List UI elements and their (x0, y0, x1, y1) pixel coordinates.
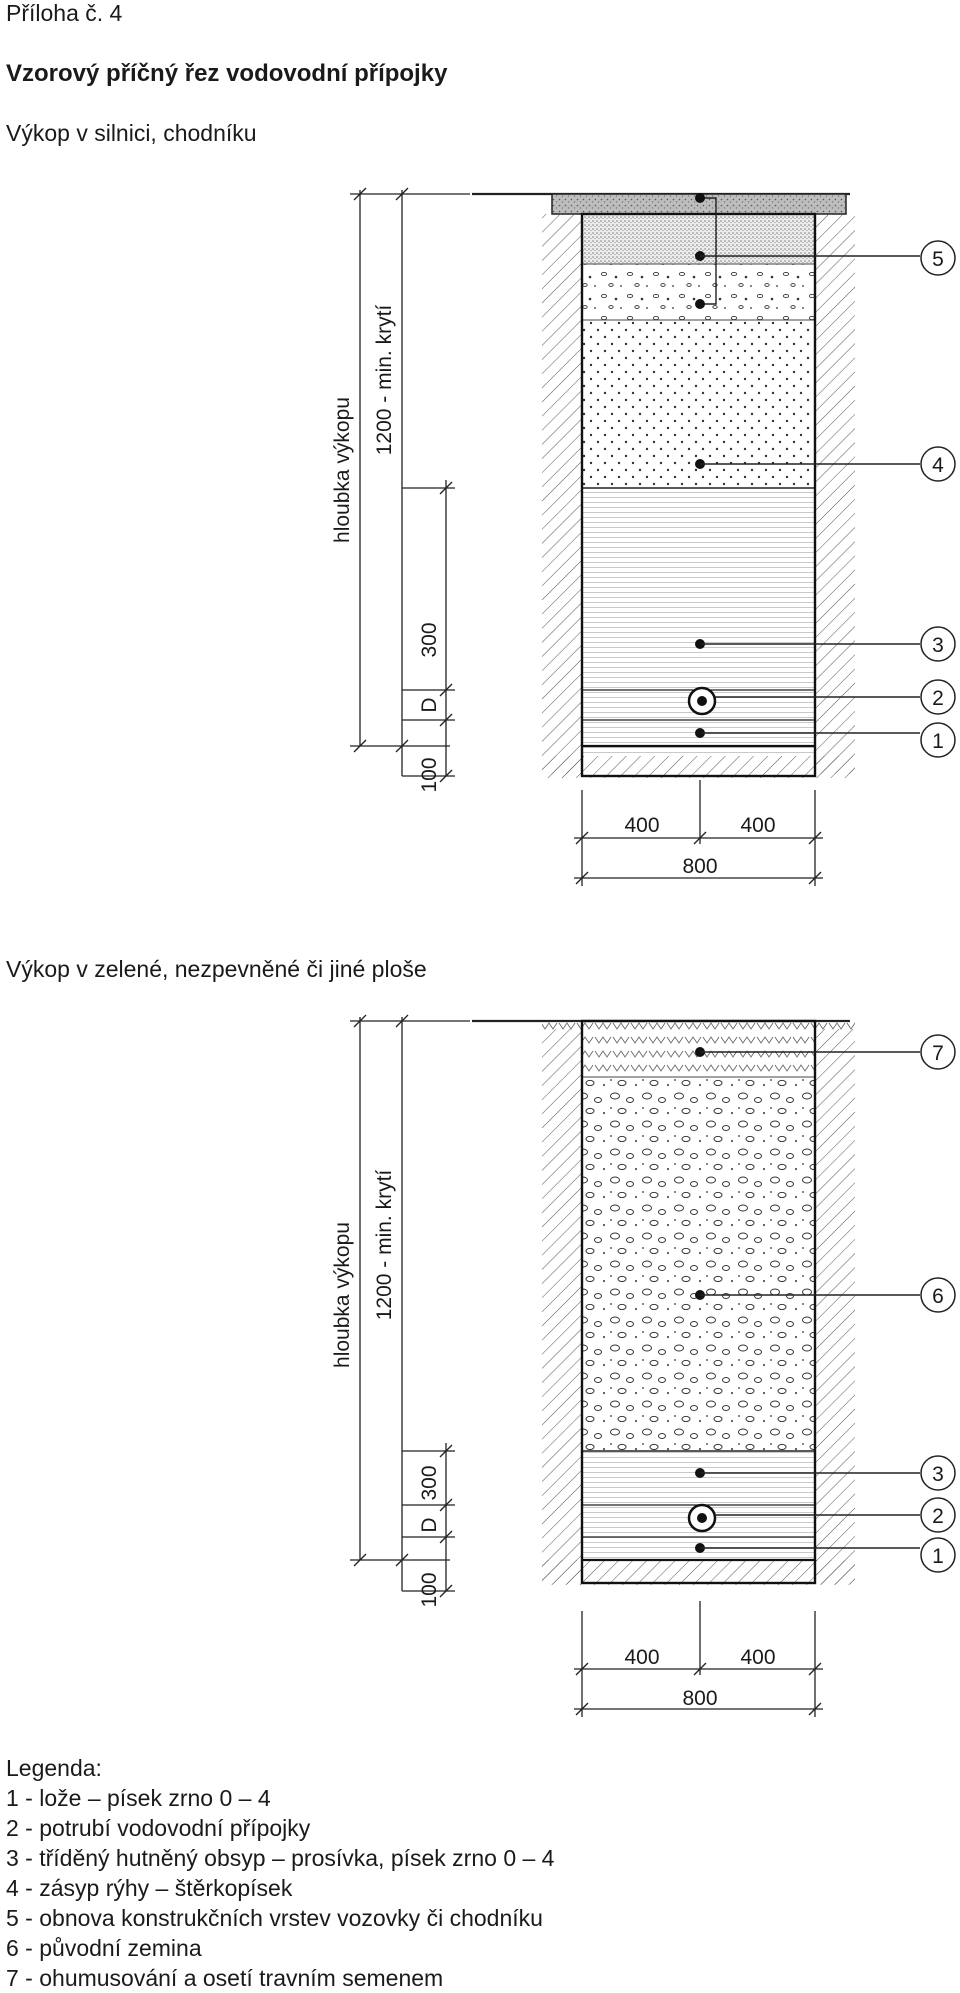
width-total-label: 800 (682, 855, 718, 878)
soil-wall-left (542, 1029, 582, 1584)
depth-label: hloubka výkopu (331, 397, 354, 543)
legend-item: 7 - ohumusování a osetí travním semenem (6, 1965, 444, 1991)
trench-section-green (0, 1005, 960, 1725)
callout-label: 3 (932, 634, 944, 657)
width-left-label: 400 (624, 1646, 660, 1669)
legend-item: 5 - obnova konstrukčních vrstev vozovky či chodníku (6, 1905, 543, 1931)
callout-5 (921, 241, 955, 275)
width-right-label: 400 (740, 814, 776, 837)
soil-wall-left (542, 214, 582, 774)
callout-7 (921, 1035, 955, 1069)
vertical-dimensions (350, 188, 470, 782)
dim-d-label: D (418, 697, 441, 713)
legend-item: 6 - původní zemina (6, 1935, 202, 1961)
soil-bottom (542, 756, 855, 778)
dim-300-label: 300 (418, 1465, 441, 1501)
layer-pipe-zone (582, 488, 815, 756)
dim-d-label: D (418, 1517, 441, 1533)
soil-bottom (542, 1560, 855, 1585)
cover-label: 1200 - min. krytí (373, 1169, 396, 1321)
callout-label: 7 (932, 1042, 944, 1065)
callout-label: 5 (932, 248, 944, 271)
trench-section-road (0, 180, 960, 900)
legend-title: Legenda: (6, 1755, 102, 1781)
callout-label: 1 (932, 730, 944, 753)
callout-label: 1 (932, 1545, 944, 1568)
soil-wall-right (815, 214, 855, 774)
legend-item: 4 - zásyp rýhy – štěrkopísek (6, 1875, 293, 1901)
callout-1 (921, 723, 955, 757)
soil-wall-right (815, 1029, 855, 1584)
callout-label: 2 (932, 1505, 944, 1528)
legend-item: 2 - potrubí vodovodní přípojky (6, 1815, 311, 1841)
callout-6 (921, 1278, 955, 1312)
callout-label: 2 (932, 687, 944, 710)
legend (6, 1753, 554, 1993)
legend-item: 1 - lože – písek zrno 0 – 4 (6, 1785, 271, 1811)
callout-3 (921, 627, 955, 661)
depth-label: hloubka výkopu (331, 1222, 354, 1368)
vertical-dimensions (350, 1015, 470, 1597)
section-2-title: Výkop v zelené, nezpevněné či jiné ploše (6, 956, 427, 982)
width-left-label: 400 (624, 814, 660, 837)
section-1-title: Výkop v silnici, chodníku (6, 120, 257, 146)
cover-label: 1200 - min. krytí (373, 304, 396, 456)
layer-original-soil (582, 1077, 815, 1451)
layer-road-gravel (582, 264, 815, 320)
dim-100-label: 100 (418, 757, 441, 793)
callout-label: 6 (932, 1285, 944, 1308)
callout-label: 4 (932, 454, 944, 477)
callout-4 (921, 447, 955, 481)
width-total-label: 800 (682, 1687, 718, 1710)
callout-label: 3 (932, 1463, 944, 1486)
callout-3 (921, 1456, 955, 1490)
page-title: Vzorový příčný řez vodovodní přípojky (6, 60, 448, 87)
dim-300-label: 300 (418, 622, 441, 658)
dim-100-label: 100 (418, 1572, 441, 1608)
attachment-label: Příloha č. 4 (6, 0, 123, 26)
callout-2 (921, 1498, 955, 1532)
legend-item: 3 - tříděný hutněný obsyp – prosívka, písek zrno 0 – 4 (6, 1845, 555, 1871)
callout-2 (921, 680, 955, 714)
width-right-label: 400 (740, 1646, 776, 1669)
callout-1 (921, 1538, 955, 1572)
